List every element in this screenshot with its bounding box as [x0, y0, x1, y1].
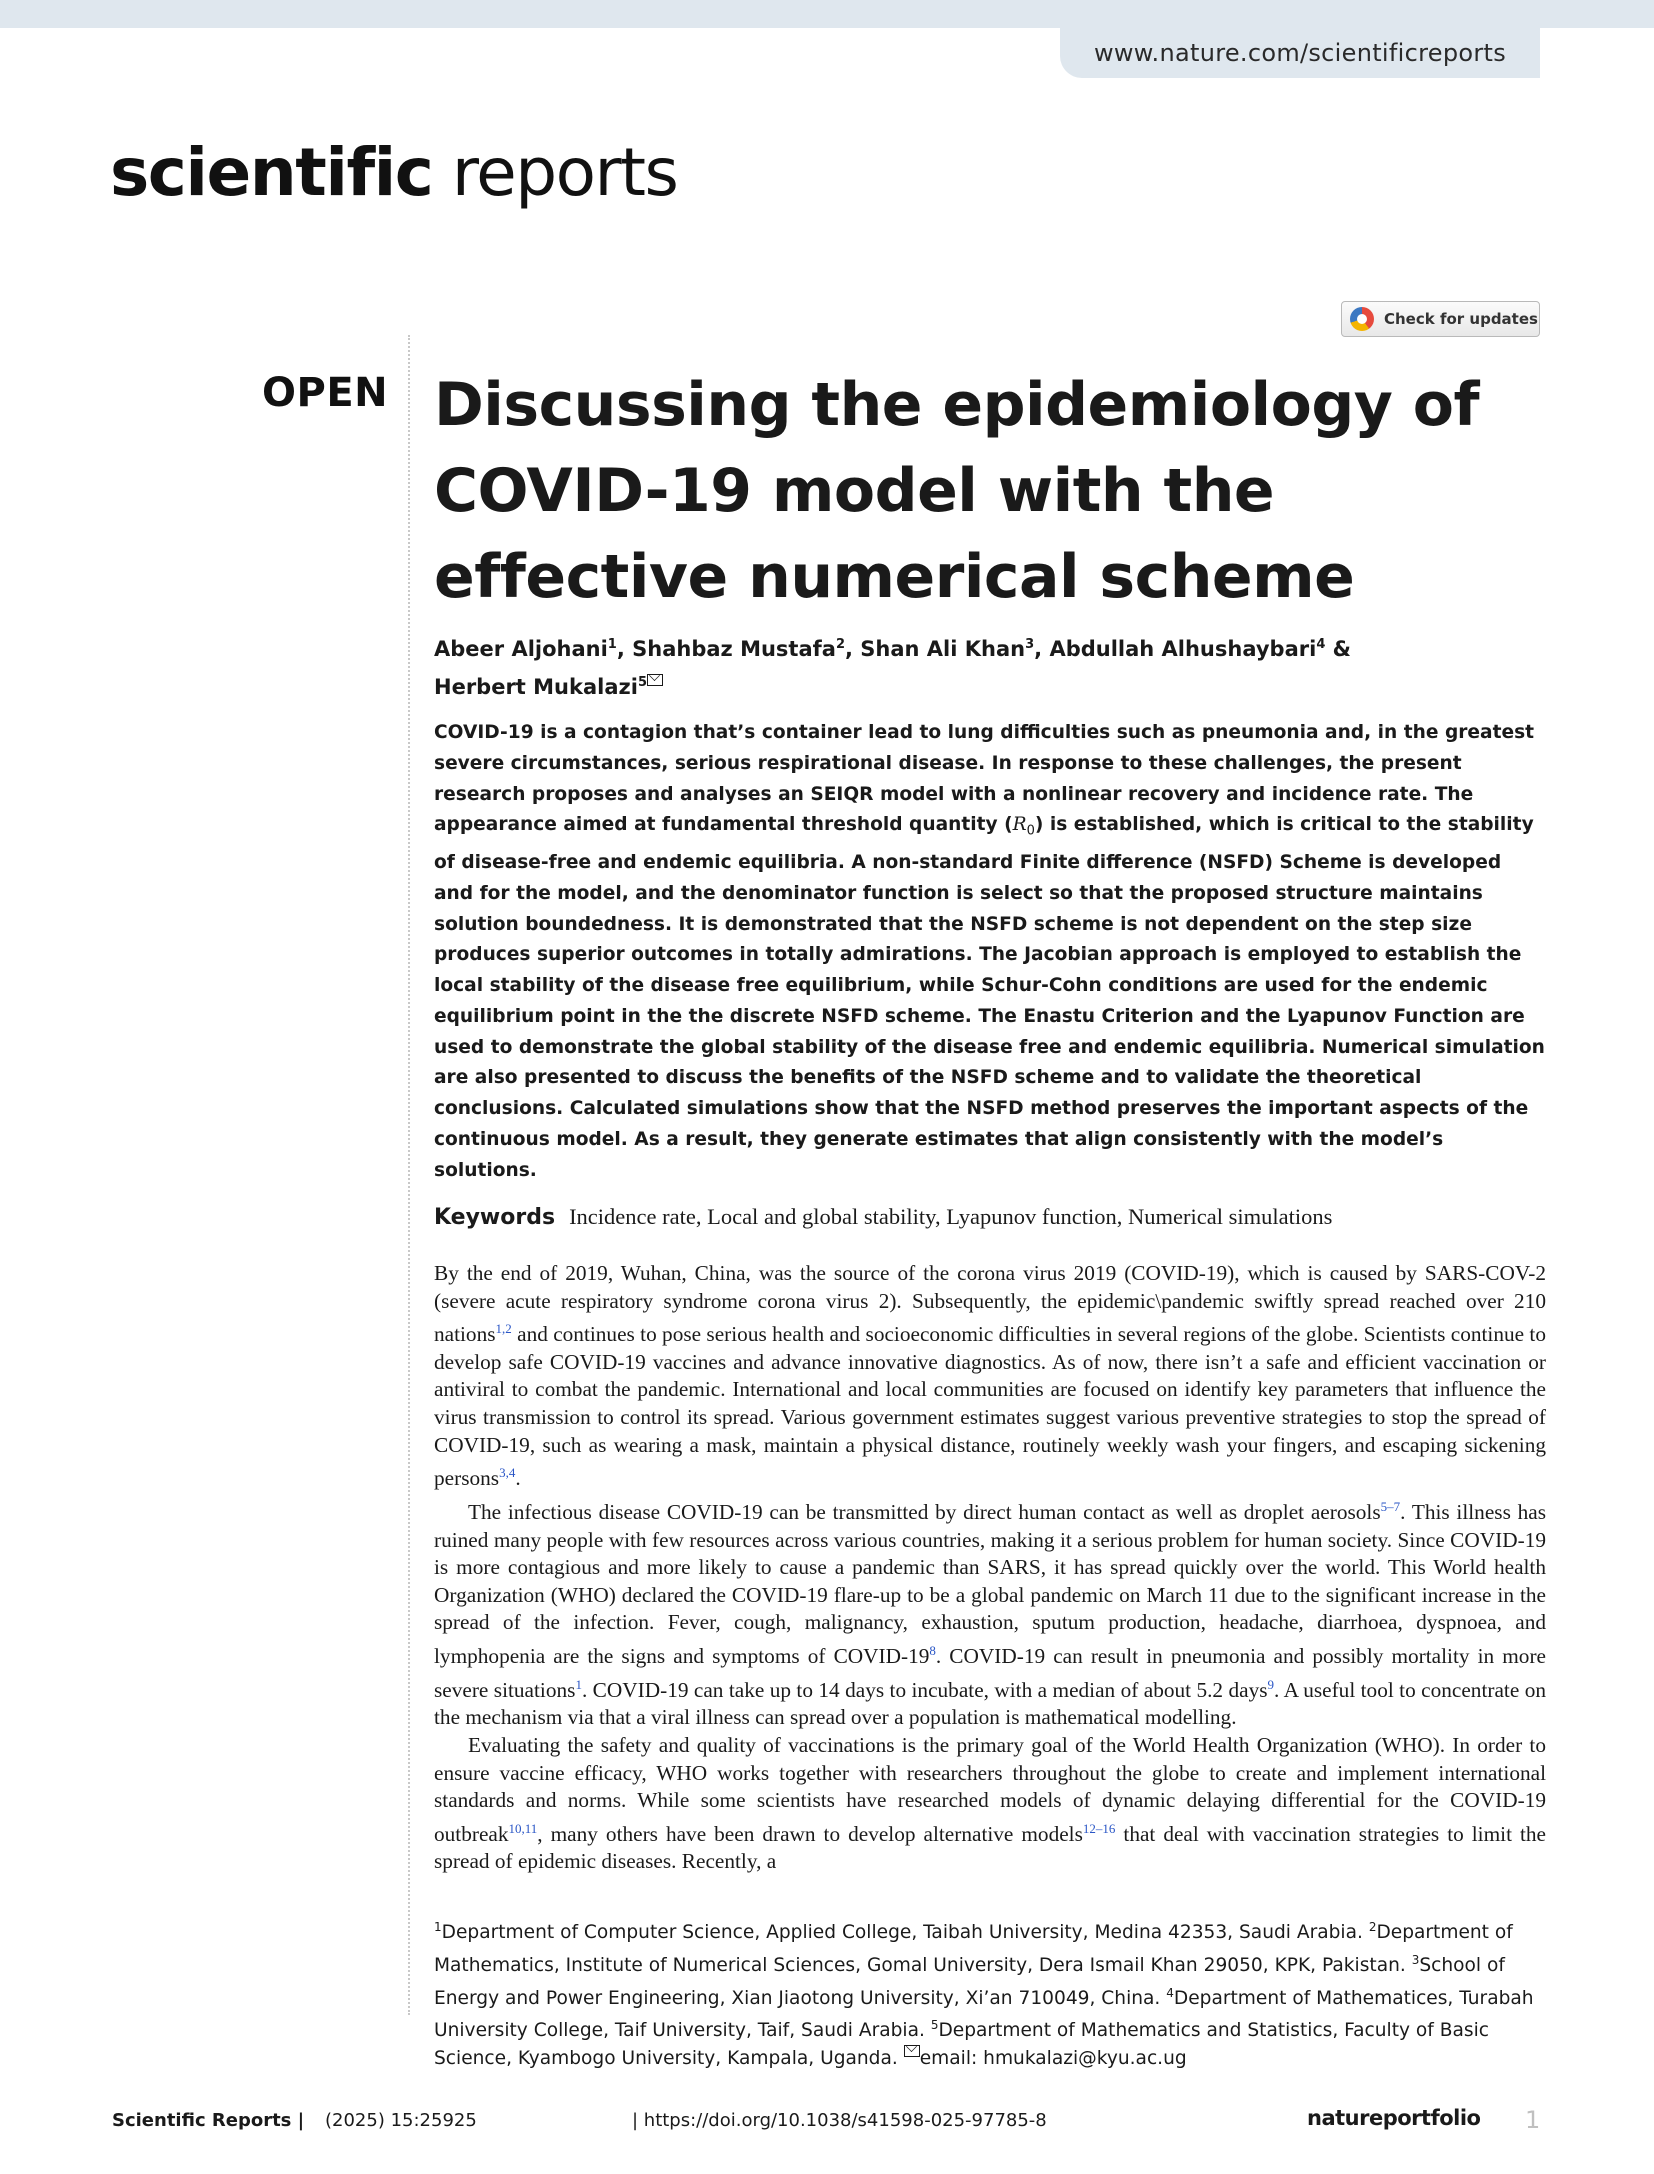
author-name[interactable]: Shahbaz Mustafa: [632, 637, 836, 661]
r0-subscript: 0: [1026, 824, 1035, 840]
citation-link[interactable]: 1,2: [495, 1321, 512, 1337]
journal-logo-light: reports: [451, 134, 678, 211]
citation-link[interactable]: 9: [1267, 1676, 1275, 1692]
keywords: [434, 1200, 1546, 1235]
check-for-updates-button[interactable]: [1341, 301, 1540, 337]
keywords-list: Incidence rate, Local and global stability, Lyapunov function, Numerical simulations: [569, 1204, 1333, 1229]
corresponding-email[interactable]: email: hmukalazi@kyu.ac.ug: [919, 2048, 1187, 2070]
paragraph: The infectious disease COVID-19 can be transmitted by direct human contact as well as droplet aerosols$^{5-7}$. This illness has ruined many people with few resources across various countries, making it a serious problem for human society. Since COVID-19 is more contagious and more likely to cause a pandemic than SARS, it has spread quickly over the world. This World health Organization (WHO) declared the COVID-19 flare-up to be a global pandemic on March 11 due to the significant increase in the spread of the infection. Fever, cough, malignancy, exhaustion, sputum production, headache, diarrhoea, dyspnoea, and lymphopenia are the signs and symptoms of COVID-$19^8$. COVID-19 can result in pneumonia and possibly mortality in more severe situations$^1$. COVID-19 can take up to 14 days to incubate, with a median of about 5.2 days$^9$. A useful tool to concentrate on the mechanism via that a viral illness can spread over a population is mathematical modelling.: [434, 1498, 1547, 1730]
page-number: 1: [1525, 2106, 1541, 2134]
publisher-logo[interactable]: natureportfolio: [1307, 2106, 1481, 2130]
citation-link[interactable]: 1: [575, 1676, 582, 1692]
citation-link[interactable]: 3,4: [499, 1465, 516, 1481]
author-name[interactable]: Shan Ali Khan: [860, 637, 1026, 661]
citation-link[interactable]: 10,11: [508, 1820, 538, 1836]
journal-logo[interactable]: [110, 134, 678, 211]
journal-logo-bold: scientific: [110, 134, 433, 211]
citation-link[interactable]: 5–7: [1380, 1498, 1401, 1514]
journal-url[interactable]: www.nature.com/scientificreports: [1060, 28, 1540, 78]
author-affiliation: 4: [1316, 637, 1326, 652]
header-bar: [0, 0, 1654, 28]
crossmark-icon: [1350, 307, 1374, 331]
envelope-icon: [904, 2045, 920, 2057]
abstract-text: ) is established, which is critical to the stability of disease-free and endemic equilibria. A non-standard Finite difference (NSFD) Scheme is developed and for the model, and the denominator function is select so that the proposed structure maintains solution boundedness. It is demonstrated that the NSFD scheme is not dependent on the step size produces superior outcomes in totally admirations. The Jacobian approach is employed to establish the local stability of the disease free equilibrium, while Schur-Cohn conditions are used for the endemic equilibrium point in the the discrete NSFD scheme. The Enastu Criterion and the Lyapunov Function are used to demonstrate the global stability of the disease free and endemic equilibria. Numerical simulation are also presented to discuss the benefits of the NSFD scheme and to validate the theoretical conclusions. Calculated simulations show that the NSFD method preserves the important aspects of the continuous model. As a result, they generate estimates that align consistently with the model’s solutions.: [434, 814, 1545, 1181]
abstract-text: COVID-19 is a contagion that’s container lead to lung difficulties such as pneumonia and, in the greatest severe circumstances, serious respirational disease. In response to these challenges, the present research proposes and analyses an SEIQR model with a nonlinear recovery and incidence rate. The appearance aimed at fundamental threshold quantity (: [434, 722, 1535, 836]
paragraph: Evaluating the safety and quality of vaccinations is the primary goal of the World Health Organization (WHO). In order to ensure vaccine efficacy, WHO works together with researchers throughout the globe to create and implement international standards and norms. While some scientists have researched models of dynamic delaying differential for the COVID-19 outbreak$^{10,11}$, many others have been drawn to develop alternative models$^{12-16}$ that deal with vaccination strategies to limit the spread of epidemic diseases. Recently, a: [434, 1732, 1546, 1874]
keywords-label: Keywords: [434, 1205, 556, 1230]
paragraph: By the end of 2019, Wuhan, China, was the source of the corona virus 2019 (COVID-19), which is caused by SARS-COV-2 (severe acute respiratory syndrome corona virus 2). Subsequently, the epidemic\pandemic swiftly spread reached over 210 nations$^{1,2}$ and continues to pose serious health and socioeconomic difficulties in several regions of the globe. Scientists continue to develop safe COVID-19 vaccines and advance innovative diagnostics. As of now, there isn’t a safe and efficient vaccination or antiviral to combat the pandemic. International and local communities are focused on identify key parameters that influence the virus transmission to control its spread. Various government estimates suggest various preventive strategies to stop the spread of COVID-19, such as wearing a mask, maintain a physical distance, routinely weekly wash your fingers, and escaping sickening persons$^{3,4}$.: [434, 1261, 1546, 1491]
author-affiliation: 3: [1025, 637, 1035, 652]
affiliations: $^1$Department of Computer Science, Applied College, Taibah University, Medina 42353, Saudi Arabia. $^2$Department of Mathematics, Institute of Numerical Sciences, Gomal University, Dera Ismail Khan 29050, KPK, Pakistan. $^3$School of Energy and Power Engineering, Xian Jiaotong University, Xi’an 710049, China. $^4$Department of Mathematices, Turabah University College, Taif University, Taif, Saudi Arabia. $^5$Department of Mathematics and Statistics, Faculty of Basic Science, Kyambogo University, Kampala, Uganda. email: hmukalazi@kyu.ac.ug: [434, 1920, 1534, 2070]
r0-symbol: R: [1012, 814, 1027, 836]
margin-divider: [408, 335, 410, 2015]
envelope-icon[interactable]: [647, 674, 663, 686]
author-affiliation: 1: [607, 637, 617, 652]
open-access-label: OPEN: [262, 370, 389, 416]
author-name[interactable]: Abeer Aljohani: [434, 637, 608, 661]
footer-volume: (2025) 15:25925: [325, 2110, 477, 2131]
citation-link[interactable]: 8: [929, 1643, 936, 1658]
check-for-updates-label: Check for updates: [1384, 310, 1538, 328]
author-name[interactable]: Abdullah Alhushaybari: [1049, 637, 1317, 661]
author-list: Abeer Aljohani$^1$, Shahbaz Mustafa$^2$, Shan Ali Khan$^3$, Abdullah Alhushaybari$^4$ & Herbert Mukalazi$^5$: [434, 637, 1351, 699]
author-affiliation: 5: [637, 675, 647, 690]
article-title: Discussing the epidemiology of COVID-19 model with the effective numerical scheme: [434, 370, 1480, 612]
abstract: [434, 718, 1546, 1187]
footer-doi[interactable]: | https://doi.org/10.1038/s41598-025-97785-8: [632, 2110, 1047, 2131]
author-affiliation: 2: [835, 637, 845, 652]
page-footer: [112, 2104, 1542, 2140]
body-text: [434, 1260, 1546, 1876]
citation-link[interactable]: 12–16: [1082, 1820, 1116, 1836]
author-name[interactable]: Herbert Mukalazi: [434, 675, 638, 699]
footer-journal: Scientific Reports |: [112, 2110, 305, 2131]
